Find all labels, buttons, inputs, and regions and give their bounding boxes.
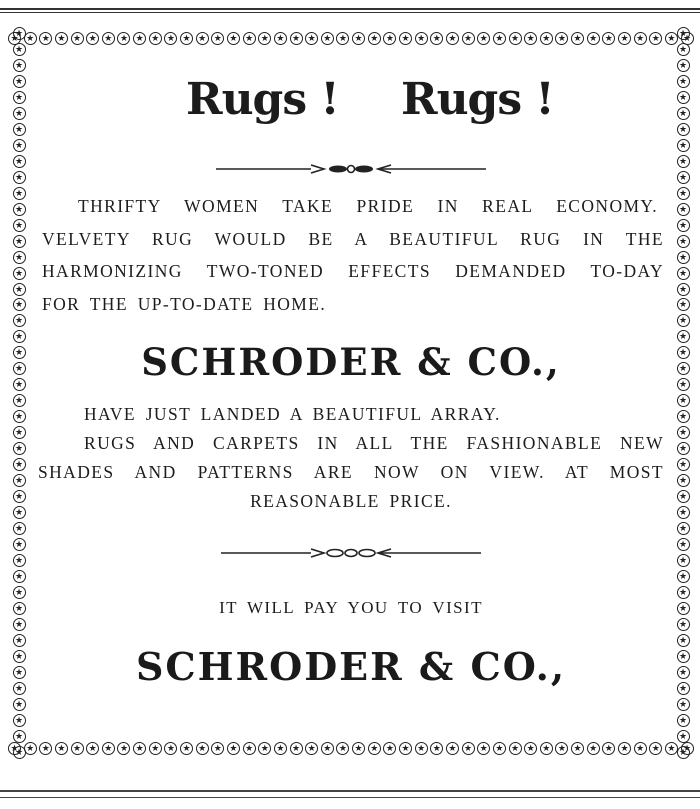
star-in-circle-icon: ★ — [446, 742, 459, 755]
star-in-circle-icon: ★ — [13, 362, 26, 375]
star-in-circle-icon: ★ — [321, 32, 334, 45]
star-in-circle-icon: ★ — [13, 330, 26, 343]
star-in-circle-icon: ★ — [13, 203, 26, 216]
star-in-circle-icon: ★ — [13, 506, 26, 519]
star-in-circle-icon: ★ — [649, 32, 662, 45]
star-in-circle-icon: ★ — [677, 171, 690, 184]
star-in-circle-icon: ★ — [352, 32, 365, 45]
star-in-circle-icon: ★ — [677, 27, 690, 40]
star-in-circle-icon: ★ — [8, 32, 21, 45]
star-in-circle-icon: ★ — [149, 742, 162, 755]
star-in-circle-icon: ★ — [8, 742, 21, 755]
firm-name-1: SCHRODER & CO., — [141, 340, 561, 384]
star-in-circle-icon: ★ — [13, 474, 26, 487]
star-in-circle-icon: ★ — [290, 32, 303, 45]
star-in-circle-icon: ★ — [274, 32, 287, 45]
star-in-circle-icon: ★ — [677, 75, 690, 88]
star-in-circle-icon: ★ — [399, 742, 412, 755]
star-in-circle-icon: ★ — [117, 742, 130, 755]
star-in-circle-icon: ★ — [571, 32, 584, 45]
star-in-circle-icon: ★ — [677, 251, 690, 264]
star-in-circle-icon: ★ — [258, 742, 271, 755]
star-in-circle-icon: ★ — [180, 742, 193, 755]
star-in-circle-icon: ★ — [164, 742, 177, 755]
announce-line-2: RUGS AND CARPETS IN ALL THE FASHIONABLE NEW — [84, 433, 664, 453]
star-in-circle-icon: ★ — [677, 59, 690, 72]
star-in-circle-icon: ★ — [55, 742, 68, 755]
star-in-circle-icon: ★ — [462, 32, 475, 45]
star-in-circle-icon: ★ — [13, 283, 26, 296]
announce-line-1: HAVE JUST LANDED A BEAUTIFUL ARRAY. — [84, 404, 501, 424]
star-in-circle-icon: ★ — [13, 666, 26, 679]
star-in-circle-icon: ★ — [211, 32, 224, 45]
star-in-circle-icon: ★ — [149, 32, 162, 45]
star-in-circle-icon: ★ — [677, 203, 690, 216]
star-in-circle-icon: ★ — [211, 742, 224, 755]
bottom-rule-thin — [0, 797, 700, 798]
star-in-circle-icon: ★ — [665, 32, 678, 45]
star-in-circle-icon: ★ — [13, 410, 26, 423]
star-in-circle-icon: ★ — [555, 742, 568, 755]
star-in-circle-icon: ★ — [677, 666, 690, 679]
star-in-circle-icon: ★ — [13, 59, 26, 72]
star-in-circle-icon: ★ — [13, 219, 26, 232]
headline — [38, 52, 664, 125]
star-in-circle-icon: ★ — [13, 123, 26, 136]
star-in-circle-icon: ★ — [677, 442, 690, 455]
bottom-rule — [0, 790, 700, 792]
star-in-circle-icon: ★ — [677, 410, 690, 423]
star-in-circle-icon: ★ — [462, 742, 475, 755]
star-in-circle-icon: ★ — [13, 155, 26, 168]
star-in-circle-icon: ★ — [133, 742, 146, 755]
top-rule-thin — [0, 12, 700, 13]
star-in-circle-icon: ★ — [13, 139, 26, 152]
star-in-circle-icon: ★ — [677, 219, 690, 232]
star-in-circle-icon: ★ — [524, 32, 537, 45]
star-in-circle-icon: ★ — [102, 742, 115, 755]
star-in-circle-icon: ★ — [415, 742, 428, 755]
star-in-circle-icon: ★ — [13, 554, 26, 567]
star-in-circle-icon: ★ — [587, 32, 600, 45]
star-in-circle-icon: ★ — [677, 698, 690, 711]
advertisement — [38, 52, 664, 732]
star-in-circle-icon: ★ — [24, 32, 37, 45]
star-in-circle-icon: ★ — [677, 490, 690, 503]
star-in-circle-icon: ★ — [13, 714, 26, 727]
star-in-circle-icon: ★ — [571, 742, 584, 755]
star-in-circle-icon: ★ — [446, 32, 459, 45]
star-in-circle-icon: ★ — [477, 742, 490, 755]
star-border-top — [8, 27, 694, 49]
star-in-circle-icon: ★ — [13, 91, 26, 104]
star-in-circle-icon: ★ — [677, 458, 690, 471]
star-in-circle-icon: ★ — [13, 27, 26, 40]
star-in-circle-icon: ★ — [227, 32, 240, 45]
star-in-circle-icon: ★ — [383, 742, 396, 755]
star-in-circle-icon: ★ — [274, 742, 287, 755]
star-in-circle-icon: ★ — [677, 330, 690, 343]
star-in-circle-icon: ★ — [13, 538, 26, 551]
star-in-circle-icon: ★ — [677, 155, 690, 168]
star-in-circle-icon: ★ — [13, 43, 26, 56]
star-in-circle-icon: ★ — [290, 742, 303, 755]
star-in-circle-icon: ★ — [665, 742, 678, 755]
star-in-circle-icon: ★ — [13, 522, 26, 535]
star-in-circle-icon: ★ — [634, 742, 647, 755]
star-in-circle-icon: ★ — [677, 283, 690, 296]
star-in-circle-icon: ★ — [677, 618, 690, 631]
top-rule — [0, 8, 700, 10]
star-in-circle-icon: ★ — [649, 742, 662, 755]
star-in-circle-icon: ★ — [677, 522, 690, 535]
star-in-circle-icon: ★ — [39, 32, 52, 45]
star-in-circle-icon: ★ — [493, 742, 506, 755]
star-in-circle-icon: ★ — [13, 634, 26, 647]
star-in-circle-icon: ★ — [321, 742, 334, 755]
star-in-circle-icon: ★ — [677, 730, 690, 743]
star-in-circle-icon: ★ — [13, 346, 26, 359]
star-in-circle-icon: ★ — [677, 474, 690, 487]
ornamental-divider-2 — [221, 546, 481, 560]
star-in-circle-icon: ★ — [258, 32, 271, 45]
star-in-circle-icon: ★ — [352, 742, 365, 755]
star-in-circle-icon: ★ — [430, 742, 443, 755]
star-in-circle-icon: ★ — [13, 187, 26, 200]
star-in-circle-icon: ★ — [618, 742, 631, 755]
star-in-circle-icon: ★ — [13, 570, 26, 583]
star-in-circle-icon: ★ — [415, 32, 428, 45]
star-in-circle-icon: ★ — [677, 746, 690, 759]
star-in-circle-icon: ★ — [13, 107, 26, 120]
star-in-circle-icon: ★ — [196, 742, 209, 755]
star-in-circle-icon: ★ — [13, 490, 26, 503]
star-in-circle-icon: ★ — [677, 634, 690, 647]
star-in-circle-icon: ★ — [305, 32, 318, 45]
star-in-circle-icon: ★ — [71, 742, 84, 755]
star-in-circle-icon: ★ — [677, 426, 690, 439]
star-in-circle-icon: ★ — [677, 682, 690, 695]
headline-left: Rugs ! — [186, 74, 339, 125]
star-in-circle-icon: ★ — [677, 538, 690, 551]
star-in-circle-icon: ★ — [13, 650, 26, 663]
star-in-circle-icon: ★ — [540, 742, 553, 755]
star-in-circle-icon: ★ — [13, 458, 26, 471]
announce-line-4: REASONABLE PRICE. — [250, 491, 452, 511]
star-in-circle-icon: ★ — [677, 378, 690, 391]
star-in-circle-icon: ★ — [524, 742, 537, 755]
star-in-circle-icon: ★ — [227, 742, 240, 755]
star-in-circle-icon: ★ — [677, 506, 690, 519]
star-in-circle-icon: ★ — [164, 32, 177, 45]
star-in-circle-icon: ★ — [677, 314, 690, 327]
star-in-circle-icon: ★ — [677, 267, 690, 280]
star-in-circle-icon: ★ — [677, 714, 690, 727]
star-in-circle-icon: ★ — [13, 235, 26, 248]
star-in-circle-icon: ★ — [117, 32, 130, 45]
star-in-circle-icon: ★ — [13, 298, 26, 311]
intro-line-1: THRIFTY WOMEN TAKE PRIDE IN REAL ECONOMY. — [78, 196, 658, 216]
star-in-circle-icon: ★ — [477, 32, 490, 45]
star-in-circle-icon: ★ — [102, 32, 115, 45]
star-in-circle-icon: ★ — [681, 32, 694, 45]
star-in-circle-icon: ★ — [13, 442, 26, 455]
star-in-circle-icon: ★ — [336, 32, 349, 45]
star-in-circle-icon: ★ — [13, 171, 26, 184]
star-in-circle-icon: ★ — [71, 32, 84, 45]
intro-paragraph — [38, 190, 664, 320]
star-in-circle-icon: ★ — [555, 32, 568, 45]
star-in-circle-icon: ★ — [13, 586, 26, 599]
star-in-circle-icon: ★ — [13, 426, 26, 439]
star-in-circle-icon: ★ — [368, 32, 381, 45]
star-in-circle-icon: ★ — [677, 235, 690, 248]
star-in-circle-icon: ★ — [13, 394, 26, 407]
star-in-circle-icon: ★ — [618, 32, 631, 45]
star-in-circle-icon: ★ — [133, 32, 146, 45]
star-in-circle-icon: ★ — [24, 742, 37, 755]
star-in-circle-icon: ★ — [305, 742, 318, 755]
intro-line-4: FOR THE UP-TO-DATE HOME. — [42, 293, 327, 314]
firm-name-2: SCHRODER & CO., — [135, 643, 567, 689]
star-in-circle-icon: ★ — [383, 32, 396, 45]
star-in-circle-icon: ★ — [13, 267, 26, 280]
star-in-circle-icon: ★ — [677, 602, 690, 615]
star-in-circle-icon: ★ — [13, 75, 26, 88]
star-in-circle-icon: ★ — [677, 43, 690, 56]
star-in-circle-icon: ★ — [336, 742, 349, 755]
star-in-circle-icon: ★ — [180, 32, 193, 45]
star-in-circle-icon: ★ — [587, 742, 600, 755]
star-in-circle-icon: ★ — [509, 32, 522, 45]
star-in-circle-icon: ★ — [677, 362, 690, 375]
star-in-circle-icon: ★ — [13, 251, 26, 264]
star-in-circle-icon: ★ — [677, 107, 690, 120]
star-in-circle-icon: ★ — [13, 602, 26, 615]
star-in-circle-icon: ★ — [243, 32, 256, 45]
star-in-circle-icon: ★ — [509, 742, 522, 755]
star-in-circle-icon: ★ — [677, 298, 690, 311]
star-in-circle-icon: ★ — [13, 746, 26, 759]
star-in-circle-icon: ★ — [196, 32, 209, 45]
star-in-circle-icon: ★ — [602, 32, 615, 45]
star-in-circle-icon: ★ — [677, 570, 690, 583]
star-border-right — [672, 27, 694, 759]
visit-line: IT WILL PAY YOU TO VISIT — [219, 598, 483, 617]
intro-line-2: VELVETY RUG WOULD BE A BEAUTIFUL RUG IN THE — [42, 228, 664, 249]
star-in-circle-icon: ★ — [677, 554, 690, 567]
star-in-circle-icon: ★ — [634, 32, 647, 45]
headline-right: Rugs ! — [401, 74, 554, 125]
star-in-circle-icon: ★ — [13, 378, 26, 391]
ornamental-divider-1 — [216, 162, 486, 176]
intro-line-3: HARMONIZING TWO-TONED EFFECTS DEMANDED TO-DAY — [42, 261, 664, 281]
star-in-circle-icon: ★ — [677, 586, 690, 599]
star-in-circle-icon: ★ — [368, 742, 381, 755]
star-in-circle-icon: ★ — [677, 346, 690, 359]
star-in-circle-icon: ★ — [677, 123, 690, 136]
star-in-circle-icon: ★ — [677, 139, 690, 152]
star-in-circle-icon: ★ — [681, 742, 694, 755]
star-in-circle-icon: ★ — [13, 730, 26, 743]
star-in-circle-icon: ★ — [493, 32, 506, 45]
star-in-circle-icon: ★ — [540, 32, 553, 45]
star-in-circle-icon: ★ — [39, 742, 52, 755]
announcement-paragraph — [38, 400, 664, 516]
star-border-bottom — [8, 737, 694, 759]
star-in-circle-icon: ★ — [677, 650, 690, 663]
star-in-circle-icon: ★ — [243, 742, 256, 755]
star-in-circle-icon: ★ — [13, 698, 26, 711]
star-in-circle-icon: ★ — [602, 742, 615, 755]
star-in-circle-icon: ★ — [13, 314, 26, 327]
star-in-circle-icon: ★ — [677, 394, 690, 407]
star-in-circle-icon: ★ — [677, 91, 690, 104]
star-in-circle-icon: ★ — [13, 618, 26, 631]
star-in-circle-icon: ★ — [86, 32, 99, 45]
star-in-circle-icon: ★ — [399, 32, 412, 45]
announce-line-3: SHADES AND PATTERNS ARE NOW ON VIEW. AT MOST — [38, 462, 664, 482]
star-in-circle-icon: ★ — [677, 187, 690, 200]
star-in-circle-icon: ★ — [13, 682, 26, 695]
star-in-circle-icon: ★ — [86, 742, 99, 755]
star-in-circle-icon: ★ — [430, 32, 443, 45]
star-in-circle-icon: ★ — [55, 32, 68, 45]
star-border-left — [8, 27, 30, 759]
